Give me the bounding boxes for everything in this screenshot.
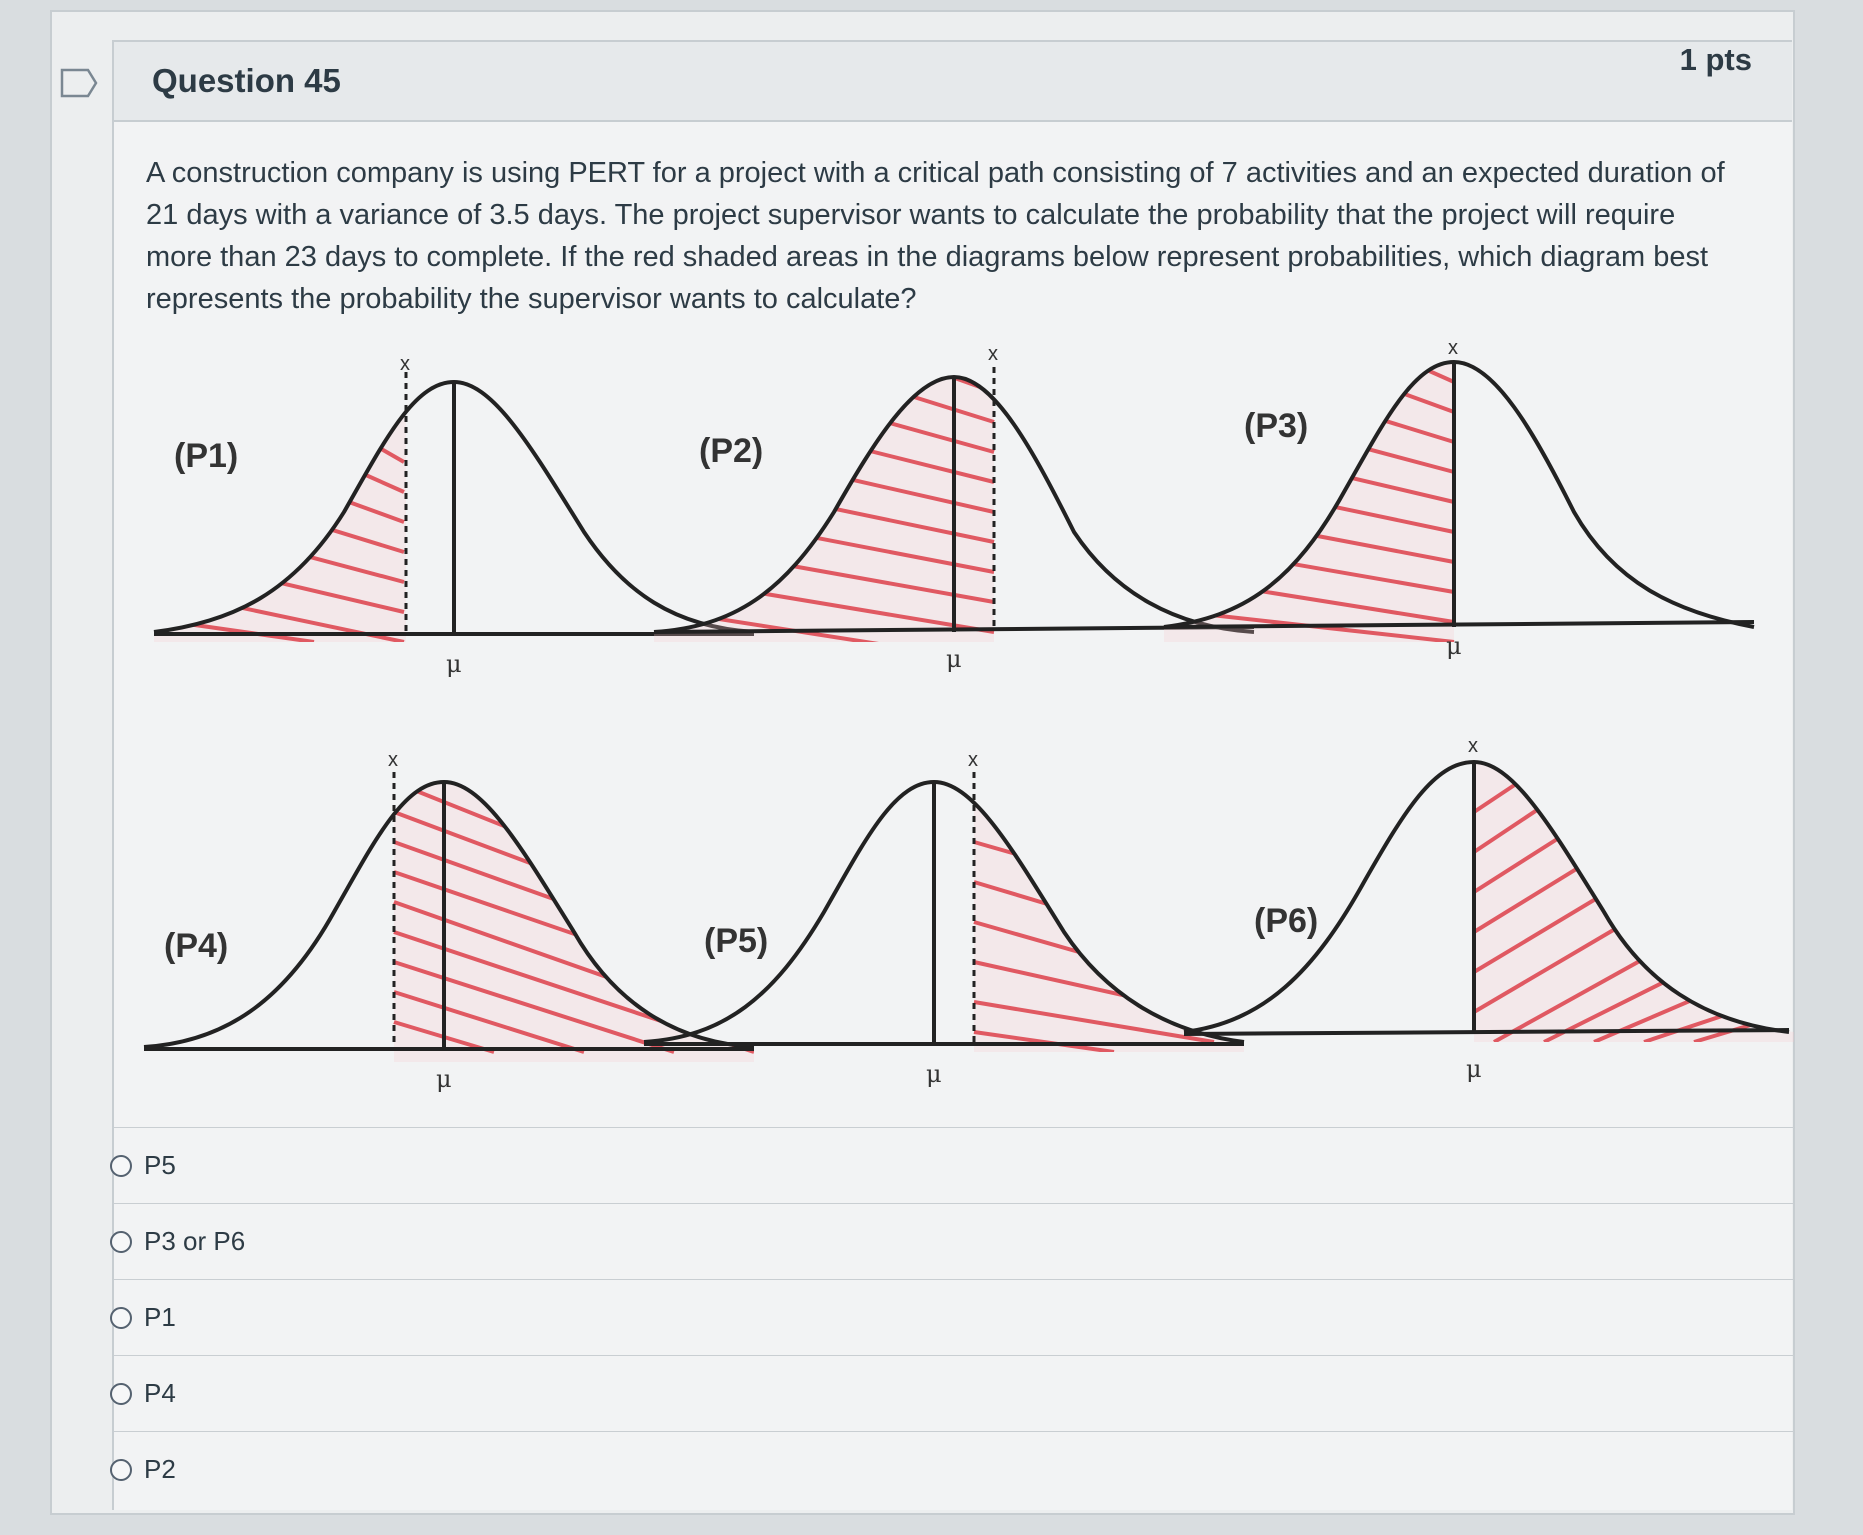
diagram-p2 [654,342,1254,673]
radio-button[interactable] [110,1155,132,1177]
answer-label: P4 [144,1378,176,1408]
diagram-p3 [1164,342,1754,660]
p6-shaded-region [1474,752,1794,1042]
question-text: A construction company is using PERT for a project with a critical path consisting of 7 activities and an expected duration of 21 days with a variance of 3.5 days. The project supervisor wants to calculate the probability that the project will require more than 23 days to complete. If the red shaded areas in the diagrams below represent probabilities, which diagram best represents the probability the supervisor wants to calculate? [146,157,1725,315]
p5-shaded-region [974,772,1244,1052]
p4-mu-label: μ [436,1065,452,1093]
p3-label: (P3) [1244,407,1309,445]
answer-option[interactable] [114,1203,1794,1279]
diagram-p6 [1184,735,1794,1083]
question-card [112,40,1792,1510]
radio-button[interactable] [110,1459,132,1481]
p6-label: (P6) [1254,902,1319,940]
answer-option[interactable] [114,1279,1794,1355]
p5-mu-label: μ [926,1060,942,1088]
answer-label: P1 [144,1302,176,1332]
p2-mu-label: μ [946,645,962,673]
p2-x-label: x [988,343,998,365]
answer-option[interactable] [114,1355,1794,1431]
answer-label: P3 or P6 [144,1226,246,1256]
answer-list [114,1127,1794,1507]
p4-x-label: x [388,749,398,771]
question-header [114,42,1792,122]
radio-button[interactable] [110,1383,132,1405]
p3-x-label: x [1448,342,1458,359]
p5-label: (P5) [704,922,769,960]
question-points: 1 pts [1679,42,1752,77]
distribution-diagrams [114,342,1794,1102]
p1-x-label: x [400,353,410,375]
diagram-p5 [644,749,1244,1088]
radio-button[interactable] [110,1231,132,1253]
p2-label: (P2) [699,432,764,470]
p2-shaded-region [654,342,994,662]
answer-label: P2 [144,1454,176,1484]
p6-x-label: x [1468,735,1478,757]
answer-option[interactable] [114,1127,1794,1203]
answer-label: P5 [144,1150,176,1180]
p1-shaded-region [154,342,406,642]
p1-label: (P1) [174,437,239,475]
flag-question-icon[interactable] [60,68,100,98]
p1-mu-label: μ [446,650,462,678]
p3-mu-label: μ [1446,632,1462,660]
question-title: Question 45 [152,62,341,99]
p4-shaded-region [394,772,754,1062]
p6-mu-label: μ [1466,1055,1482,1083]
p5-x-label: x [968,749,978,771]
radio-button[interactable] [110,1307,132,1329]
diagram-p1 [154,342,754,678]
p4-label: (P4) [164,927,229,965]
answer-option[interactable] [114,1431,1794,1507]
